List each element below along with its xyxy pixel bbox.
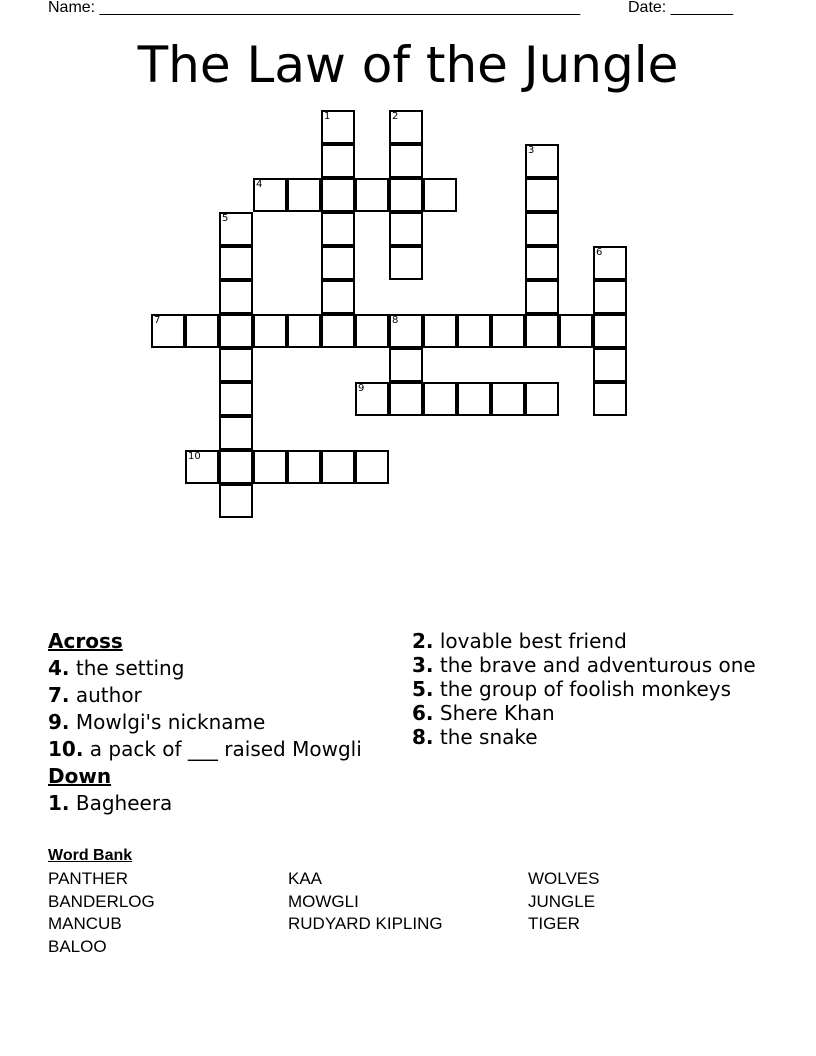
down-clue (412, 630, 772, 652)
grid-cell[interactable] (491, 314, 525, 348)
grid-cell[interactable] (355, 382, 389, 416)
grid-cell[interactable] (457, 314, 491, 348)
grid-cell[interactable] (525, 144, 559, 178)
clue-number: 10. (48, 737, 84, 761)
grid-cell[interactable] (423, 314, 457, 348)
clue-text: author (69, 683, 142, 707)
clue-text: a pack of ___ raised Mowgli (83, 737, 362, 761)
grid-cell[interactable] (287, 178, 321, 212)
grid-cell[interactable] (219, 348, 253, 382)
across-clue (48, 684, 378, 706)
grid-cell[interactable] (287, 450, 321, 484)
clue-text: the snake (433, 725, 538, 749)
date-field-label[interactable]: Date: _______ (628, 0, 733, 16)
grid-cell[interactable] (525, 246, 559, 280)
clue-text: the brave and adventurous one (433, 653, 756, 677)
page-title: The Law of the Jungle (137, 36, 679, 94)
down-clue (48, 792, 378, 814)
grid-cell[interactable] (593, 348, 627, 382)
grid-cell[interactable] (219, 416, 253, 450)
down-clue (412, 702, 772, 724)
across-clue (48, 738, 378, 760)
across-clue-list (48, 657, 378, 760)
grid-cell[interactable] (321, 280, 355, 314)
clue-number: 2. (412, 629, 434, 653)
grid-cell[interactable] (525, 178, 559, 212)
down-clue (412, 678, 772, 700)
down-clue-list (48, 792, 378, 814)
clue-number-label: 4 (256, 179, 263, 190)
grid-cell[interactable] (219, 246, 253, 280)
clue-number-label: 1 (324, 111, 331, 122)
word-bank-word: BALOO (48, 936, 107, 956)
word-bank-word: PANTHER (48, 869, 128, 888)
clue-number-label: 3 (528, 145, 535, 156)
clue-text: lovable best friend (433, 629, 627, 653)
grid-cell[interactable] (525, 212, 559, 246)
grid-cell[interactable] (389, 314, 423, 348)
word-bank-word: MANCUB (48, 914, 122, 933)
grid-cell[interactable] (389, 110, 423, 144)
clue-number: 8. (412, 725, 434, 749)
word-bank-title: Word Bank (48, 847, 133, 864)
word-bank-word: TIGER (528, 914, 580, 933)
down-clue-list-continued (412, 630, 772, 748)
grid-cell[interactable] (321, 314, 355, 348)
grid-cell[interactable] (321, 246, 355, 280)
grid-cell[interactable] (151, 314, 185, 348)
clue-text: Shere Khan (433, 701, 555, 725)
grid-cell[interactable] (219, 382, 253, 416)
down-clue (412, 726, 772, 748)
grid-cell[interactable] (321, 144, 355, 178)
word-bank-word: JUNGLE (528, 891, 596, 911)
word-bank-column (48, 868, 288, 958)
grid-cell[interactable] (423, 178, 457, 212)
grid-cell[interactable] (321, 178, 355, 212)
grid-cell[interactable] (355, 178, 389, 212)
grid-cell[interactable] (185, 450, 219, 484)
clue-number: 9. (48, 710, 70, 734)
across-clue (48, 711, 378, 733)
grid-cell[interactable] (389, 382, 423, 416)
grid-cell[interactable] (559, 314, 593, 348)
grid-cell[interactable] (321, 212, 355, 246)
grid-cell[interactable] (219, 280, 253, 314)
clues-left-column (48, 630, 378, 819)
grid-cell[interactable] (389, 348, 423, 382)
grid-cell[interactable] (219, 314, 253, 348)
clue-number: 5. (412, 677, 434, 701)
grid-cell[interactable] (389, 212, 423, 246)
word-bank-column (528, 868, 768, 936)
grid-cell[interactable] (253, 314, 287, 348)
grid-cell[interactable] (355, 450, 389, 484)
clue-number: 1. (48, 791, 70, 815)
grid-cell[interactable] (593, 382, 627, 416)
clue-number: 7. (48, 683, 70, 707)
clue-number-label: 2 (392, 111, 399, 122)
grid-cell[interactable] (593, 246, 627, 280)
clue-number-label: 8 (392, 315, 399, 326)
grid-cell[interactable] (355, 314, 389, 348)
clue-number-label: 9 (358, 383, 365, 394)
clue-number-label: 6 (596, 247, 603, 258)
grid-cell[interactable] (253, 450, 287, 484)
down-clue (412, 654, 772, 676)
word-bank-word: MOWGLI (288, 891, 359, 911)
grid-cell[interactable] (219, 212, 253, 246)
grid-cell[interactable] (321, 110, 355, 144)
clue-number: 4. (48, 656, 70, 680)
grid-cell[interactable] (253, 178, 287, 212)
grid-cell[interactable] (389, 246, 423, 280)
down-heading: Down (48, 764, 112, 788)
word-bank-word: WOLVES (528, 869, 600, 888)
grid-cell[interactable] (389, 144, 423, 178)
grid-cell[interactable] (185, 314, 219, 348)
clue-number: 6. (412, 701, 434, 725)
grid-cell[interactable] (287, 314, 321, 348)
word-bank-word: BANDERLOG (48, 891, 155, 911)
grid-cell[interactable] (219, 484, 253, 518)
clue-text: the group of foolish monkeys (433, 677, 732, 701)
grid-cell[interactable] (525, 280, 559, 314)
name-field-label[interactable]: Name: ______________________________________________________ (48, 0, 581, 16)
grid-cell[interactable] (593, 314, 627, 348)
grid-cell[interactable] (525, 314, 559, 348)
word-bank-column (288, 868, 528, 936)
clue-number-label: 7 (154, 315, 161, 326)
grid-cell[interactable] (321, 450, 355, 484)
grid-cell[interactable] (593, 280, 627, 314)
grid-cell[interactable] (525, 382, 559, 416)
clue-number-label: 10 (188, 451, 201, 462)
grid-cell[interactable] (457, 382, 491, 416)
grid-cell[interactable] (423, 382, 457, 416)
clue-number: 3. (412, 653, 434, 677)
grid-cell[interactable] (491, 382, 525, 416)
clues-right-column (412, 630, 772, 750)
clue-number-label: 5 (222, 213, 229, 224)
across-heading: Across (48, 629, 123, 653)
across-clue (48, 657, 378, 679)
word-bank-word: KAA (288, 869, 323, 888)
clue-text: Mowlgi's nickname (69, 710, 266, 734)
grid-cell[interactable] (219, 450, 253, 484)
grid-cell[interactable] (389, 178, 423, 212)
clue-text: Bagheera (69, 791, 173, 815)
clue-text: the setting (69, 656, 185, 680)
word-bank-word: RUDYARD KIPLING (288, 914, 443, 933)
